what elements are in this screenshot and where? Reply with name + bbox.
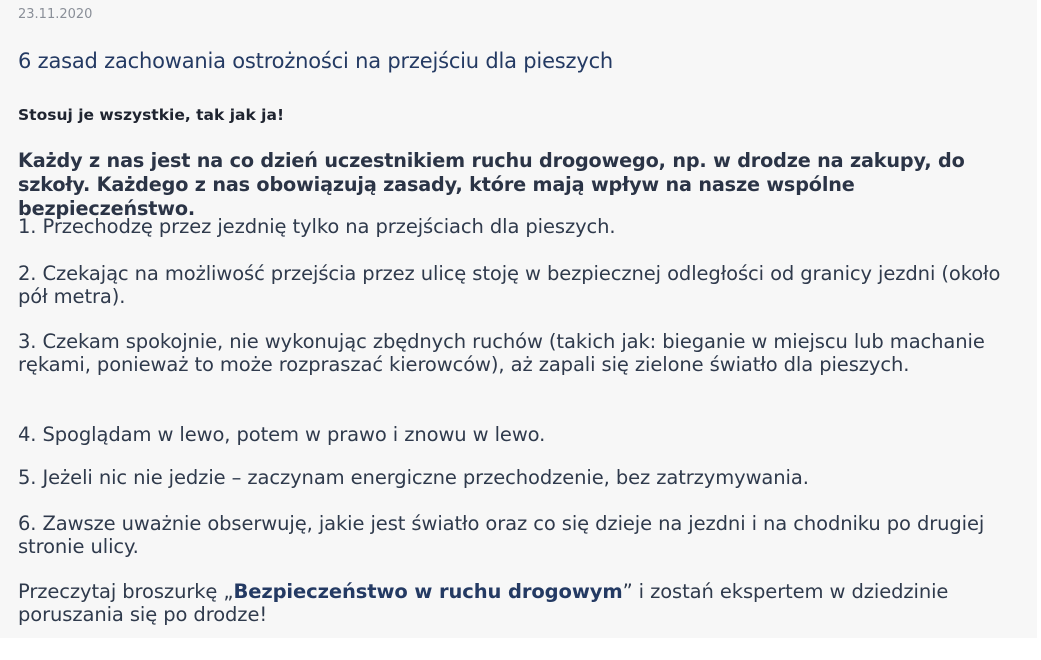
article-date: 23.11.2020 xyxy=(18,7,93,22)
rule-item-1: 1. Przechodzę przez jezdnię tylko na przejściach dla pieszych. xyxy=(18,215,616,238)
rule-item-4: 4. Spoglądam w lewo, potem w prawo i znowu w lewo. xyxy=(18,423,546,446)
rule-item-3: 3. Czekam spokojnie, nie wykonując zbędnych ruchów (takich jak: bieganie w miejscu lub machanie rękami, ponieważ to może rozpraszać kierowców), aż zapali się zielone światło dla pieszych. xyxy=(18,330,985,376)
rule-item-5: 5. Jeżeli nic nie jedzie – zaczynam energiczne przechodzenie, bez zatrzymywania. xyxy=(18,466,809,489)
rule-item-6: 6. Zawsze uważnie obserwuję, jakie jest światło oraz co się dzieje na jezdni i na chodniku po drugiej stronie ulicy. xyxy=(18,512,985,558)
article-title: 6 zasad zachowania ostrożności na przejściu dla pieszych xyxy=(18,49,614,73)
closing-paragraph xyxy=(18,580,1023,626)
closing-prefix: Przeczytaj broszurkę „ xyxy=(18,580,234,603)
brochure-link[interactable]: Bezpieczeństwo w ruchu drogowym xyxy=(233,580,623,603)
article-subtitle: Stosuj je wszystkie, tak jak ja! xyxy=(18,106,285,124)
closing-suffix: ” i zostań ekspertem w dziedzinie poruszania się po drodze! xyxy=(18,580,949,626)
rule-item-2: 2. Czekając na możliwość przejścia przez ulicę stoję w bezpiecznej odległości od granicy jezdni (około pół metra). xyxy=(18,262,1001,308)
article-lead: Każdy z nas jest na co dzień uczestnikiem ruchu drogowego, np. w drodze na zakupy, do szkoły. Każdego z nas obowiązują zasady, które mają wpływ na nasze wspólne bezpieczeństwo. xyxy=(18,149,965,220)
